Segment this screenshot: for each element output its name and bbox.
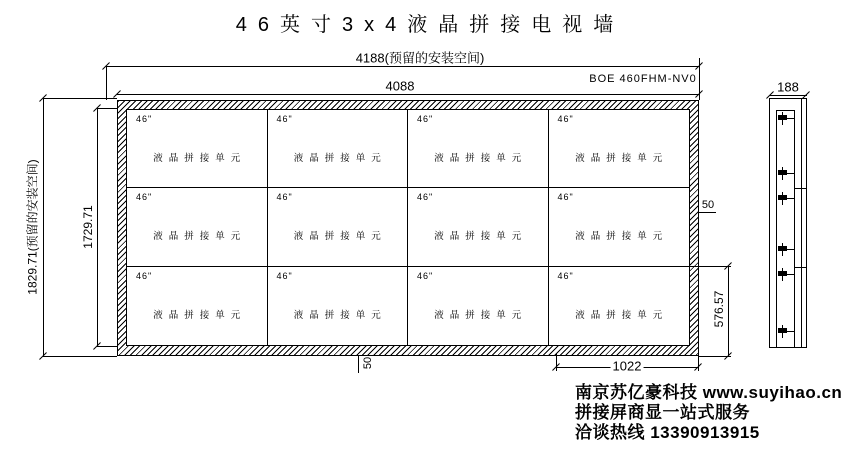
panel-cell bbox=[549, 188, 690, 266]
panel-size-label: 46" bbox=[557, 192, 574, 203]
dim-line-reserved-height bbox=[43, 98, 44, 356]
panel-cell bbox=[408, 110, 549, 188]
panel-name-label: 液晶拼接单元 bbox=[575, 153, 669, 164]
dim-line-reserved-width bbox=[106, 66, 699, 67]
mount-bolt-link bbox=[786, 331, 795, 332]
panel-size-label: 46" bbox=[557, 114, 574, 124]
dim-extension-line bbox=[556, 353, 557, 371]
mount-bolt-stem bbox=[782, 167, 783, 180]
drawing-title: 46英寸3x4液晶拼接电视墙 bbox=[235, 14, 625, 36]
panel-cell bbox=[549, 267, 690, 345]
vendor-hotline-line: 洽谈热线 13390913915 bbox=[575, 423, 760, 442]
dim-line-unit-height bbox=[728, 266, 729, 356]
vendor-company-line: 南京苏亿豪科技 www.suyihao.cn bbox=[575, 383, 843, 402]
panel-name-label: 液晶拼接单元 bbox=[293, 153, 387, 164]
dim-leader-line bbox=[699, 212, 716, 213]
dim-label-wall-height: 1729.71 bbox=[81, 205, 95, 249]
dim-line-wall-width bbox=[117, 94, 699, 95]
dim-extension-line bbox=[358, 356, 359, 373]
side-bracket-top-edge bbox=[776, 110, 795, 111]
panel-cell bbox=[127, 188, 268, 266]
panel-cell bbox=[127, 110, 268, 188]
dim-extension-line bbox=[43, 98, 117, 99]
panel-name-label: 液晶拼接单元 bbox=[434, 309, 528, 321]
mount-bolt-stem bbox=[782, 268, 783, 281]
mount-bolt-link bbox=[786, 249, 795, 250]
panel-name-label: 液晶拼接单元 bbox=[293, 231, 387, 243]
mount-bolt-link bbox=[786, 173, 795, 174]
dim-extension-line bbox=[97, 346, 117, 347]
wall-panel-area bbox=[126, 109, 690, 346]
panel-size-label: 46" bbox=[136, 192, 153, 203]
panel-size-label: 46" bbox=[417, 270, 434, 281]
dim-label-unit-height: 576.57 bbox=[712, 290, 726, 328]
mount-bolt-stem bbox=[782, 325, 783, 338]
mount-bolt-link bbox=[786, 274, 795, 275]
panel-name-label: 液晶拼接单元 bbox=[575, 231, 669, 243]
panel-name-label: 液晶拼接单元 bbox=[434, 153, 528, 164]
mount-bolt-stem bbox=[782, 243, 783, 256]
dim-label-reserved-width: 4188(预留的安装空间) bbox=[355, 50, 485, 66]
dim-extension-line bbox=[43, 356, 117, 357]
side-panel-row-divider bbox=[794, 188, 807, 189]
dim-label-unit-width: 1022 bbox=[612, 358, 642, 374]
dim-extension-line bbox=[698, 353, 699, 371]
panel-size-label: 46" bbox=[417, 192, 434, 203]
dim-line-wall-height bbox=[97, 108, 98, 346]
dim-line-depth bbox=[770, 95, 807, 96]
mount-bolt-link bbox=[786, 118, 795, 119]
panel-name-label: 液晶拼接单元 bbox=[153, 309, 247, 321]
panel-model-label: BOE 460FHM-NV0 bbox=[589, 73, 697, 85]
panel-name-label: 液晶拼接单元 bbox=[575, 309, 669, 321]
panel-size-label: 46" bbox=[276, 114, 293, 124]
panel-cell bbox=[268, 110, 409, 188]
panel-size-label: 46" bbox=[136, 270, 153, 281]
panel-cell bbox=[127, 267, 268, 345]
panel-size-label: 46" bbox=[276, 270, 293, 281]
wall-mounting-frame bbox=[117, 100, 699, 356]
panel-size-label: 46" bbox=[276, 192, 293, 203]
side-panel-front-edge bbox=[794, 110, 795, 348]
panel-name-label: 液晶拼接单元 bbox=[153, 231, 247, 243]
side-rail-inner-edge bbox=[776, 110, 777, 348]
panel-cell bbox=[268, 267, 409, 345]
side-panel-row-divider bbox=[794, 267, 807, 268]
panel-cell bbox=[408, 188, 549, 266]
side-panel-inner-edge bbox=[801, 98, 802, 348]
dim-extension-line bbox=[106, 66, 107, 100]
dim-label-depth: 188 bbox=[777, 79, 799, 95]
panel-name-label: 液晶拼接单元 bbox=[293, 309, 387, 321]
panel-size-label: 46" bbox=[557, 270, 574, 281]
panel-cell bbox=[268, 188, 409, 266]
mount-bolt-stem bbox=[782, 112, 783, 125]
panel-cell bbox=[549, 110, 690, 188]
dim-label-bottom-gap: 50 bbox=[362, 356, 374, 370]
panel-grid bbox=[127, 110, 689, 345]
panel-name-label: 液晶拼接单元 bbox=[153, 153, 247, 164]
dim-label-reserved-height: 1829.71(预留的安装空间) bbox=[25, 159, 40, 295]
dim-label-wall-width: 4088 bbox=[385, 78, 415, 94]
vendor-info-block bbox=[575, 383, 842, 443]
vendor-service-line: 拼接屏商显一站式服务 bbox=[575, 403, 750, 422]
panel-cell bbox=[408, 267, 549, 345]
panel-size-label: 46" bbox=[417, 114, 434, 124]
mount-bolt-link bbox=[786, 198, 795, 199]
mount-bolt-stem bbox=[782, 192, 783, 205]
dim-label-right-gap: 50 bbox=[701, 199, 715, 211]
panel-name-label: 液晶拼接单元 bbox=[434, 231, 528, 243]
panel-size-label: 46" bbox=[136, 114, 153, 124]
